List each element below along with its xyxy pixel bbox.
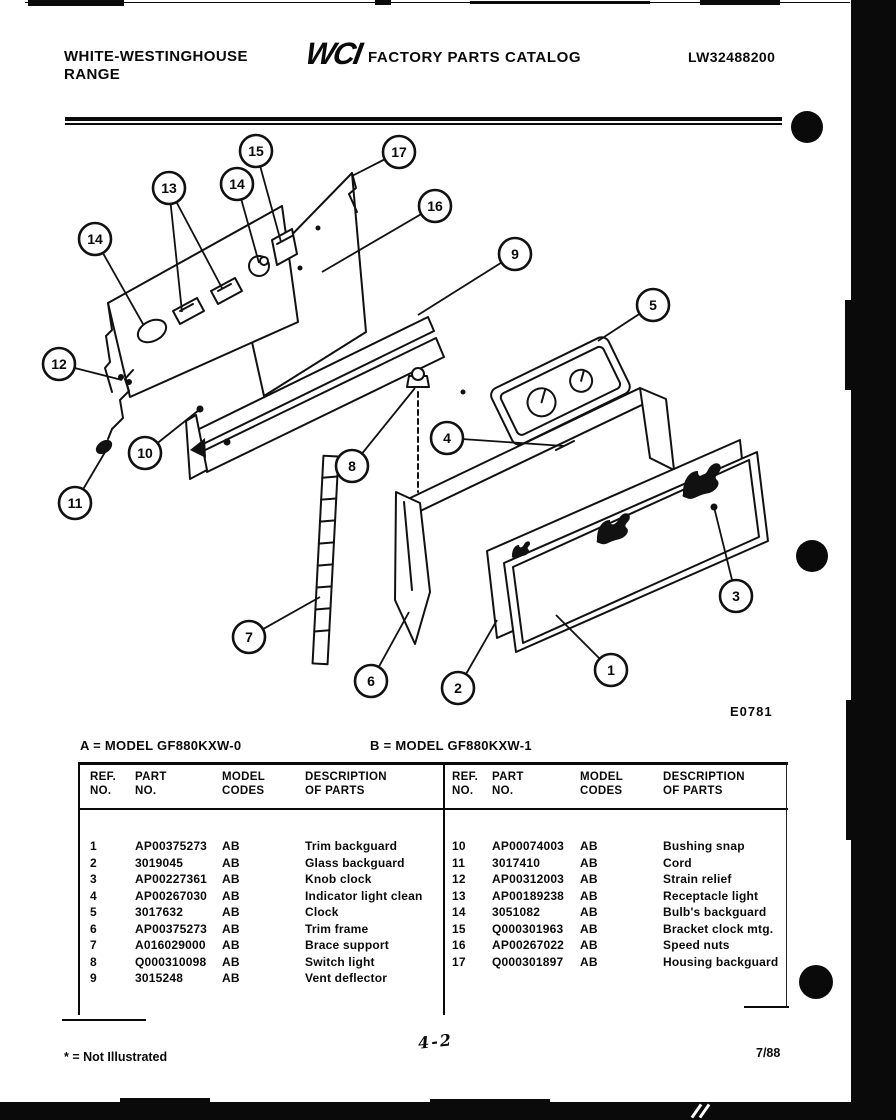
- cell-ref-no: 11: [452, 855, 466, 870]
- cell-description: Clock: [305, 905, 339, 920]
- cell-description: Receptacle light: [663, 888, 759, 903]
- cell-part-no: 3017410: [492, 855, 541, 870]
- cell-description: Indicator light clean: [305, 888, 423, 903]
- scan-edge-bottom: [0, 1102, 896, 1120]
- brand-title: WHITE-WESTINGHOUSE RANGE: [64, 48, 248, 83]
- punch-hole: [799, 965, 833, 999]
- cell-model-codes: AB: [580, 839, 598, 854]
- cell-part-no: AP00267030: [135, 888, 208, 903]
- scan-edge-top-mark: [375, 0, 391, 5]
- cell-description: Trim frame: [305, 921, 369, 936]
- scan-edge-right-bump: [845, 300, 853, 390]
- cell-part-no: AP00074003: [492, 839, 565, 854]
- scan-edge-top-mark: [470, 1, 650, 4]
- table-top-border: [78, 762, 788, 765]
- cell-part-no: Q000301897: [492, 954, 564, 969]
- document-number: LW32488200: [688, 49, 776, 65]
- callout-number: 4: [443, 430, 451, 446]
- table-row: [90, 838, 440, 855]
- scan-edge-right: [851, 0, 896, 1120]
- cell-model-codes: AB: [222, 921, 240, 936]
- cell-model-codes: AB: [580, 921, 598, 936]
- cell-description: Speed nuts: [663, 938, 730, 953]
- callout-1: [556, 615, 627, 686]
- diagram-line-art: [93, 173, 768, 664]
- cell-ref-no: 1: [90, 839, 97, 854]
- callout-2: [442, 620, 497, 704]
- cell-ref-no: 12: [452, 872, 466, 887]
- col-header-desc: DESCRIPTION OF PARTS: [663, 771, 745, 797]
- callout-number: 3: [732, 588, 740, 604]
- cell-model-codes: AB: [222, 938, 240, 953]
- table-row: [90, 937, 440, 954]
- col-header-ref: REF. NO.: [90, 771, 117, 797]
- cell-ref-no: 16: [452, 938, 466, 953]
- table-row: [452, 937, 784, 954]
- figure-code: E0781: [730, 704, 773, 719]
- cell-ref-no: 10: [452, 839, 466, 854]
- col-header-codes: MODEL CODES: [580, 771, 624, 797]
- col-header-ref: REF. NO.: [452, 771, 479, 797]
- cell-part-no: AP00189238: [492, 888, 565, 903]
- callout-number: 2: [454, 680, 462, 696]
- cell-model-codes: AB: [222, 971, 240, 986]
- cell-part-no: Q000301963: [492, 921, 564, 936]
- cell-model-codes: AB: [222, 872, 240, 887]
- punch-hole: [796, 540, 828, 572]
- cell-ref-no: 5: [90, 905, 97, 920]
- date-code: 7/88: [756, 1046, 781, 1060]
- table-bottom-border-left: [62, 1019, 146, 1021]
- callout-number: 12: [51, 356, 67, 372]
- cell-description: Vent deflector: [305, 971, 388, 986]
- cell-ref-no: 17: [452, 954, 466, 969]
- scan-edge-right-bump: [846, 700, 854, 840]
- model-a-label: A = MODEL GF880KXW-0: [80, 738, 242, 753]
- col-header-part: PART NO.: [492, 771, 524, 797]
- cell-model-codes: AB: [580, 954, 598, 969]
- table-bottom-border-right: [744, 1006, 789, 1008]
- table-row: [90, 855, 440, 872]
- table-header-separator: [78, 808, 788, 810]
- callout-number: 6: [367, 673, 375, 689]
- table-row: [452, 871, 784, 888]
- cell-part-no: 3051082: [492, 905, 541, 920]
- cell-part-no: AP00227361: [135, 872, 208, 887]
- cell-ref-no: 7: [90, 938, 97, 953]
- callout-number: 11: [67, 495, 83, 511]
- callout-number: 16: [427, 198, 443, 214]
- cell-part-no: AP00312003: [492, 872, 565, 887]
- cord-and-strain-relief: [93, 370, 133, 457]
- catalog-title: FACTORY PARTS CATALOG: [368, 49, 582, 66]
- cell-ref-no: 4: [90, 888, 97, 903]
- cell-model-codes: AB: [580, 872, 598, 887]
- callout-number: 17: [391, 144, 407, 160]
- table-row: [452, 921, 784, 938]
- cell-description: Bracket clock mtg.: [663, 921, 774, 936]
- cell-model-codes: AB: [222, 954, 240, 969]
- callout-17: [352, 136, 415, 176]
- punch-hole: [791, 111, 823, 143]
- cell-model-codes: AB: [222, 839, 240, 854]
- scan-edge-bottom-bump: [430, 1099, 550, 1104]
- callout-number: 10: [137, 445, 153, 461]
- col-header-codes: MODEL CODES: [222, 771, 266, 797]
- parts-table-right: [452, 838, 784, 970]
- cell-description: Knob clock: [305, 872, 372, 887]
- table-row: [90, 904, 440, 921]
- exploded-parts-diagram: [0, 130, 896, 730]
- col-header-part: PART NO.: [135, 771, 167, 797]
- cell-description: Strain relief: [663, 872, 732, 887]
- cell-model-codes: AB: [222, 905, 240, 920]
- callout-number: 7: [245, 629, 253, 645]
- cell-ref-no: 13: [452, 888, 466, 903]
- cell-description: Bulb's backguard: [663, 905, 767, 920]
- cell-ref-no: 3: [90, 872, 97, 887]
- callout-number: 5: [649, 297, 657, 313]
- scan-edge-top-mark: [28, 0, 124, 6]
- table-row: [452, 838, 784, 855]
- cell-ref-no: 14: [452, 905, 466, 920]
- cell-model-codes: AB: [580, 888, 598, 903]
- callout-number: 14: [87, 231, 103, 247]
- callout-7: [233, 597, 320, 653]
- cell-description: Bushing snap: [663, 839, 745, 854]
- callout-11: [59, 442, 111, 519]
- cell-ref-no: 6: [90, 921, 97, 936]
- header-rule: [65, 117, 782, 121]
- scan-edge-bottom-bump: [120, 1098, 210, 1104]
- cell-description: Brace support: [305, 938, 389, 953]
- cell-description: Housing backguard: [663, 954, 779, 969]
- callout-6: [355, 612, 409, 697]
- page-number: 4-2: [417, 1030, 454, 1053]
- callout-12: [43, 348, 122, 380]
- cell-part-no: 3019045: [135, 855, 184, 870]
- callout-number: 13: [161, 180, 177, 196]
- not-illustrated-note: * = Not Illustrated: [64, 1050, 168, 1064]
- cell-part-no: AP00375273: [135, 839, 208, 854]
- cell-part-no: A016029000: [135, 938, 206, 953]
- bushing-snap: [407, 368, 429, 492]
- callout-number: 9: [511, 246, 519, 262]
- cell-part-no: AP00267022: [492, 938, 565, 953]
- table-row: [90, 921, 440, 938]
- callout-number: 14: [229, 176, 245, 192]
- cell-part-no: AP00375273: [135, 921, 208, 936]
- cell-model-codes: AB: [580, 905, 598, 920]
- cell-ref-no: 8: [90, 954, 97, 969]
- wci-logo: WCI: [303, 36, 364, 71]
- cell-description: Switch light: [305, 954, 375, 969]
- scan-edge-top-mark: [700, 0, 780, 5]
- cell-ref-no: 9: [90, 971, 97, 986]
- cell-model-codes: AB: [580, 938, 598, 953]
- cell-part-no: Q000310098: [135, 954, 207, 969]
- header-rule-thin: [65, 123, 782, 125]
- table-row: [452, 888, 784, 905]
- table-right-border: [786, 762, 787, 1008]
- cell-model-codes: AB: [222, 855, 240, 870]
- cell-part-no: 3017632: [135, 905, 184, 920]
- model-b-label: B = MODEL GF880KXW-1: [370, 738, 532, 753]
- cell-description: Glass backguard: [305, 855, 405, 870]
- cell-description: Trim backguard: [305, 839, 398, 854]
- col-header-desc: DESCRIPTION OF PARTS: [305, 771, 387, 797]
- cell-ref-no: 15: [452, 921, 466, 936]
- table-row: [90, 871, 440, 888]
- table-row: [90, 954, 440, 971]
- table-row: [90, 888, 440, 905]
- table-center-divider: [443, 762, 445, 1015]
- cell-ref-no: 2: [90, 855, 97, 870]
- cell-model-codes: AB: [580, 855, 598, 870]
- parts-table-left: [90, 838, 440, 987]
- cell-model-codes: AB: [222, 888, 240, 903]
- brace-support: [313, 456, 339, 664]
- table-left-border: [78, 762, 80, 1015]
- table-row: [452, 904, 784, 921]
- callout-number: 1: [607, 662, 615, 678]
- cell-description: Cord: [663, 855, 692, 870]
- callout-9: [418, 238, 531, 315]
- callout-number: 8: [348, 458, 356, 474]
- callout-5: [598, 289, 669, 341]
- table-row: [452, 855, 784, 872]
- backguard-glass-panels: [487, 440, 768, 652]
- table-row: [452, 954, 784, 971]
- callout-number: 15: [248, 143, 264, 159]
- cell-part-no: 3015248: [135, 971, 184, 986]
- table-row: [90, 970, 440, 987]
